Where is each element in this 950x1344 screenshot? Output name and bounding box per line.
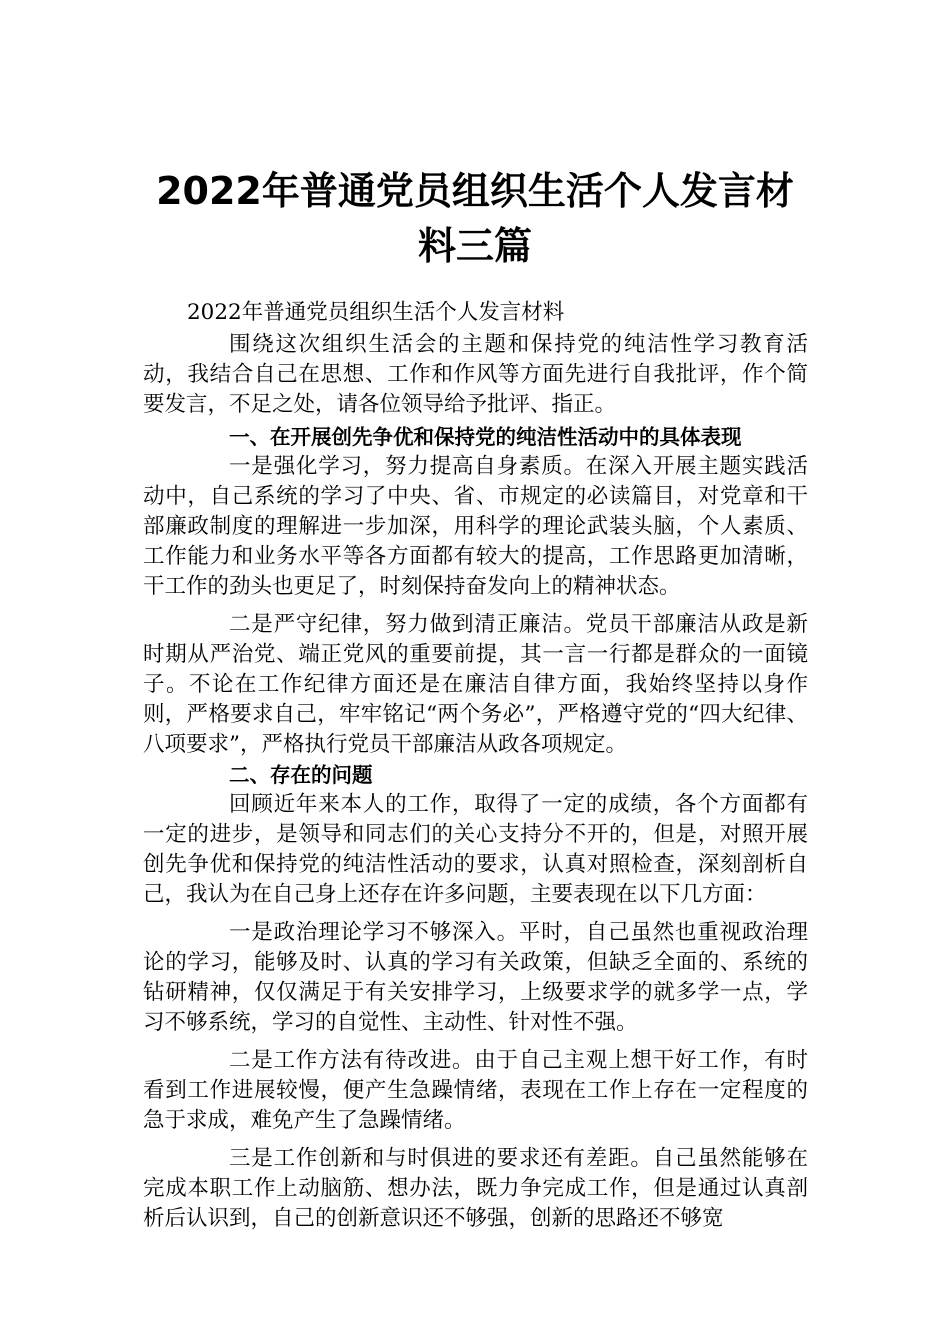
document-title: 2022年普通党员组织生活个人发言材料三篇 xyxy=(156,169,794,268)
section-heading-problems: 二、存在的问题 xyxy=(229,763,373,787)
document-subtitle: 2022年普通党员组织生活个人发言材料 xyxy=(187,300,565,325)
paragraph-innovation: 三是工作创新和与时俱进的要求还有差距。自己虽然能够在完成本职工作上动脑筋、想办法，既力争完成工作，但是通过认真剖析后认识到，自己的创新意识还不够强，创新的思路还不够宽 xyxy=(143,1146,808,1231)
paragraph-theory-study: 一是政治理论学习不够深入。平时，自己虽然也重视政治理论的学习，能够及时、认真的学习有关政策，但缺乏全面的、系统的钻研精神，仅仅满足于有关安排学习，上级要求学的就多学一点，学习不够系统，学习的自觉性、主动性、针对性不强。 xyxy=(143,920,808,1035)
paragraph-discipline: 二是严守纪律，努力做到清正廉洁。党员干部廉洁从政是新时期从严治党、端正党风的重要前提，其一言一行都是群众的一面镜子。不论在工作纪律方面还是在廉洁自律方面，我始终坚持以身作则，严格要求自己，牢牢铭记“两个务必”，严格遵守党的“四大纪律、八项要求”，严格执行党员干部廉洁从政各项规定。 xyxy=(143,612,808,757)
section-heading-performance: 一、在开展创先争优和保持党的纯洁性活动中的具体表现 xyxy=(229,425,742,449)
paragraph-work-method: 二是工作方法有待改进。由于自己主观上想干好工作，有时看到工作进展较慢，便产生急躁情绪，表现在工作上存在一定程度的急于求成，难免产生了急躁情绪。 xyxy=(143,1048,808,1133)
paragraph-review: 回顾近年来本人的工作，取得了一定的成绩，各个方面都有一定的进步，是领导和同志们的关心支持分不开的，但是，对照开展创先争优和保持党的纯洁性活动的要求，认真对照检查，深刻剖析自己，我认为在自己身上还存在许多问题，主要表现在以下几方面： xyxy=(143,792,808,907)
document-body xyxy=(143,298,808,1234)
paragraph-study: 一是强化学习，努力提高自身素质。在深入开展主题实践活动中，自己系统的学习了中央、省、市规定的必读篇目，对党章和干部廉政制度的理解进一步加深，用科学的理论武装头脑，个人素质、工作能力和业务水平等各方面都有较大的提高，工作思路更加清晰，干工作的劲头也更足了，时刻保持奋发向上的精神状态。 xyxy=(143,454,808,599)
intro-paragraph: 围绕这次组织生活会的主题和保持党的纯洁性学习教育活动，我结合自己在思想、工作和作风等方面先进行自我批评，作个简要发言，不足之处，请各位领导给予批评、指正。 xyxy=(143,332,808,417)
